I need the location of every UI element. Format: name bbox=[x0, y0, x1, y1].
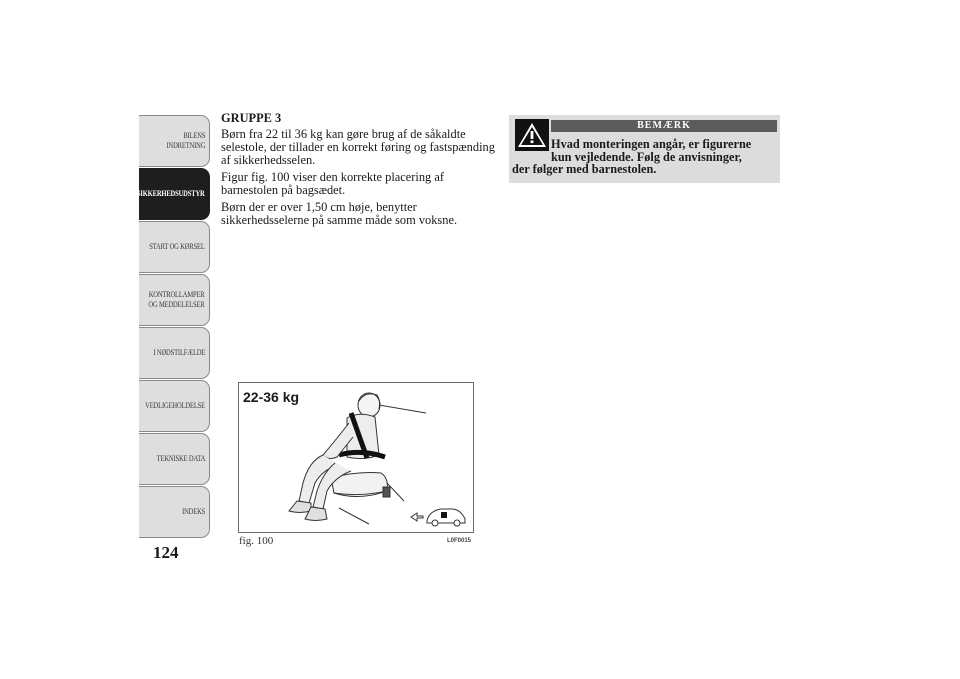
tab-label: I NØDSTILFÆLDE bbox=[153, 348, 205, 357]
tab-label: VEDLIGEHOLDELSE bbox=[145, 401, 205, 410]
tab-i-nodstilfaelde[interactable] bbox=[139, 327, 210, 379]
weight-label: 22-36 kg bbox=[243, 389, 300, 405]
note-text bbox=[512, 138, 777, 176]
tab-label: TEKNISKE DATA bbox=[156, 454, 205, 463]
tab-start-og-korsel[interactable] bbox=[139, 221, 210, 273]
note-title: BEMÆRK bbox=[551, 120, 777, 132]
tab-label: START OG KØRSEL bbox=[149, 242, 205, 251]
tab-label: KONTROLLAMPER OG MEDDELELSER bbox=[148, 290, 205, 309]
tab-sikkerhedsudstyr[interactable] bbox=[139, 168, 210, 220]
figure-code: L0F0015 bbox=[447, 538, 472, 544]
tab-label: BILENS INDRETNING bbox=[166, 131, 205, 150]
body-text bbox=[221, 112, 496, 231]
tab-vedligeholdelse[interactable] bbox=[139, 380, 210, 432]
paragraph: Børn fra 22 til 36 kg kan gøre brug af de såkaldte selestole, der tillader en korrekt føring og fastspænding af sikkerhedsselen. bbox=[221, 127, 495, 167]
tab-tekniske-data[interactable] bbox=[139, 433, 210, 485]
note-line: der følger med barnestolen. bbox=[512, 162, 657, 176]
note-box bbox=[509, 115, 780, 183]
figure-caption: fig. 100 bbox=[239, 535, 274, 547]
paragraph: Børn der er over 1,50 cm høje, benytter sikkerhedsselerne på samme måde som voksne. bbox=[221, 200, 458, 227]
child-booster-seat-illustration bbox=[239, 383, 475, 534]
tab-label: INDEKS bbox=[181, 507, 205, 516]
tab-indeks[interactable] bbox=[139, 486, 210, 538]
tab-label: SIKKERHEDSUDSTYR bbox=[137, 189, 205, 198]
note-line: Hvad monteringen angår, er figurerne bbox=[551, 137, 752, 151]
tab-bilens-indretning[interactable] bbox=[139, 115, 210, 167]
figure-child-seat bbox=[238, 382, 474, 533]
paragraph: Figur fig. 100 viser den korrekte placering af barnestolen på bagsædet. bbox=[221, 170, 444, 197]
tab-kontrollamper[interactable] bbox=[139, 274, 210, 326]
page-number: 124 bbox=[153, 543, 179, 562]
note-line: kun vejledende. Følg de anvisninger, bbox=[551, 149, 742, 164]
section-heading: GRUPPE 3 bbox=[221, 111, 282, 125]
